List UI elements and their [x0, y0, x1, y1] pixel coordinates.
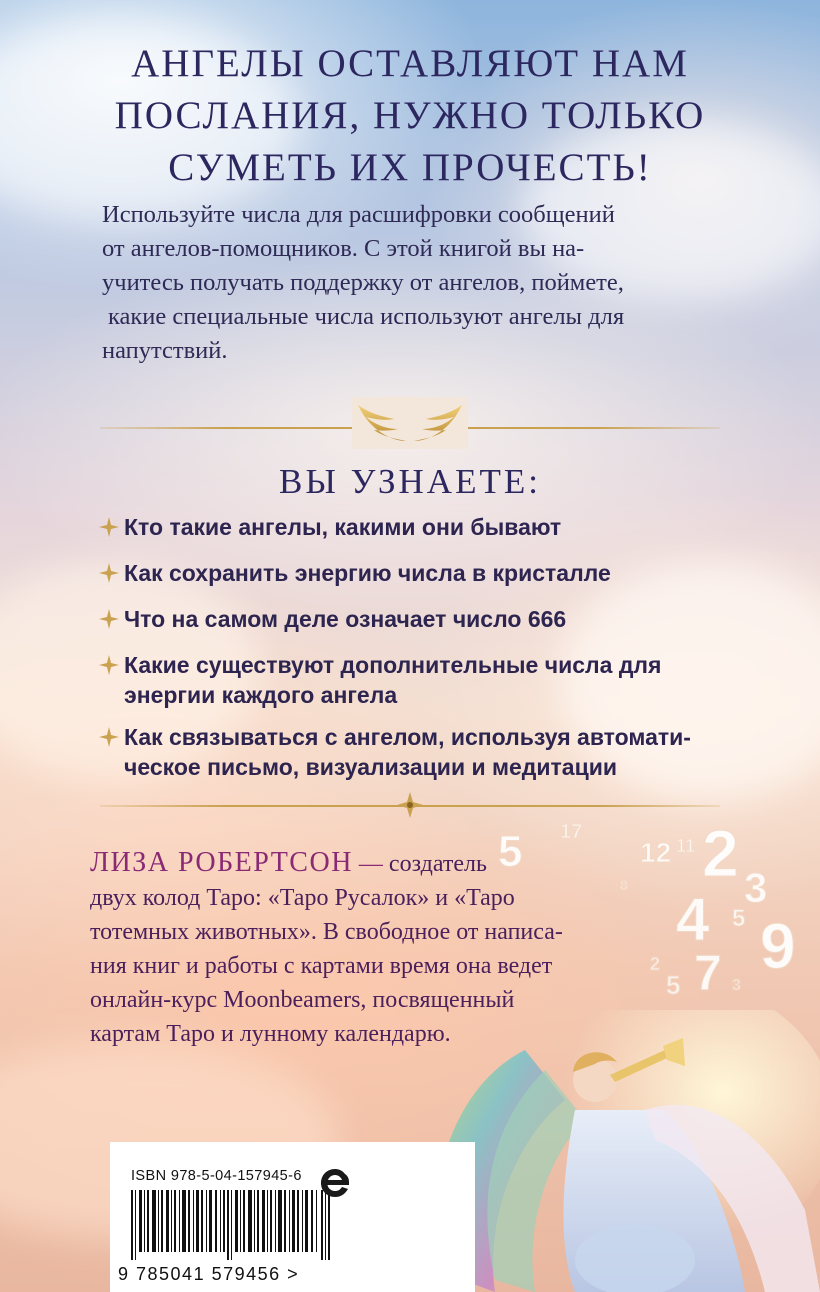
barcode-icon	[131, 1190, 331, 1260]
list-item-text: энергии каждого ангела	[124, 682, 398, 708]
list-item	[100, 558, 790, 588]
author-bio-line: двух колод Таро: «Таро Русалок» и «Таро	[90, 885, 515, 911]
intro-line: напутствий.	[102, 337, 228, 364]
list-item	[100, 604, 790, 634]
floating-number: 3	[744, 864, 768, 911]
intro-line: какие специальные числа используют ангелы для	[108, 303, 625, 330]
intro-line: учитесь получать поддержку от ангелов, поймете,	[102, 269, 624, 296]
floating-number: 17	[560, 821, 583, 843]
headline-line: ПОСЛАНИЯ, НУЖНО ТОЛЬКО	[114, 94, 706, 137]
floating-number: 5	[732, 905, 746, 932]
barcode-digits: 9 785041 579456 >	[118, 1264, 300, 1284]
floating-number: 9	[760, 910, 796, 982]
list-item-text: Какие существуют дополнительные числа для	[124, 652, 662, 678]
barcode-panel	[110, 1142, 475, 1292]
list-item-text: Как сохранить энергию числа в кристалле	[124, 560, 611, 586]
list-item	[100, 650, 790, 710]
star-bullet-icon	[98, 562, 120, 584]
star-bullet-icon	[98, 654, 120, 676]
intro-paragraph	[102, 198, 742, 368]
intro-line: от ангелов-помощников. С этой книгой вы на-	[102, 235, 585, 262]
floating-number: 7	[694, 945, 722, 1001]
list-item	[100, 512, 790, 542]
floating-number: 12	[640, 837, 672, 868]
author-bio-text: создатель	[388, 851, 487, 877]
floating-number: 5	[666, 970, 681, 1000]
floating-number: 8	[620, 877, 628, 893]
list-item-text: Кто такие ангелы, какими они бывают	[124, 514, 562, 540]
headline-line: АНГЕЛЫ ОСТАВЛЯЮТ НАМ	[131, 42, 689, 85]
list-item-text: ческое письмо, визуализации и медитации	[124, 754, 618, 780]
golden-wings-icon	[352, 397, 468, 449]
learn-title: ВЫ УЗНАЕТЕ:	[279, 462, 541, 501]
list-item-text: Как связываться с ангелом, используя автомати-	[124, 724, 691, 750]
author-bio-line: тотемных животных». В свободное от написа-	[90, 919, 563, 945]
publisher-logo-icon	[318, 1166, 352, 1200]
author-name: ЛИЗА РОБЕРТСОН	[90, 847, 353, 878]
floating-number: 11	[676, 836, 696, 856]
author-bio-line: ния книг и работы с картами время она ведет	[90, 953, 553, 979]
floating-number: 2	[702, 816, 739, 890]
ornament-icon	[391, 790, 429, 820]
floating-number: 3	[732, 977, 741, 994]
list-item-text: Что на самом деле означает число 666	[124, 606, 567, 632]
headline-line: СУМЕТЬ ИХ ПРОЧЕСТЬ!	[168, 146, 652, 189]
author-dash: —	[358, 851, 383, 877]
intro-line: Используйте числа для расшифровки сообщений	[102, 201, 615, 228]
floating-number: 5	[498, 827, 523, 876]
list-item	[100, 722, 790, 782]
headline	[60, 38, 760, 194]
isbn-text: ISBN 978-5-04-157945-6	[131, 1168, 302, 1184]
star-bullet-icon	[98, 516, 120, 538]
author-bio-line: онлайн-курс Moonbeamers, посвященный	[90, 987, 515, 1013]
star-bullet-icon	[98, 608, 120, 630]
floating-number: 2	[650, 954, 661, 974]
star-bullet-icon	[98, 726, 120, 748]
author-bio-line: картам Таро и лунному календарю.	[90, 1021, 451, 1047]
floating-number: 4	[676, 886, 710, 953]
